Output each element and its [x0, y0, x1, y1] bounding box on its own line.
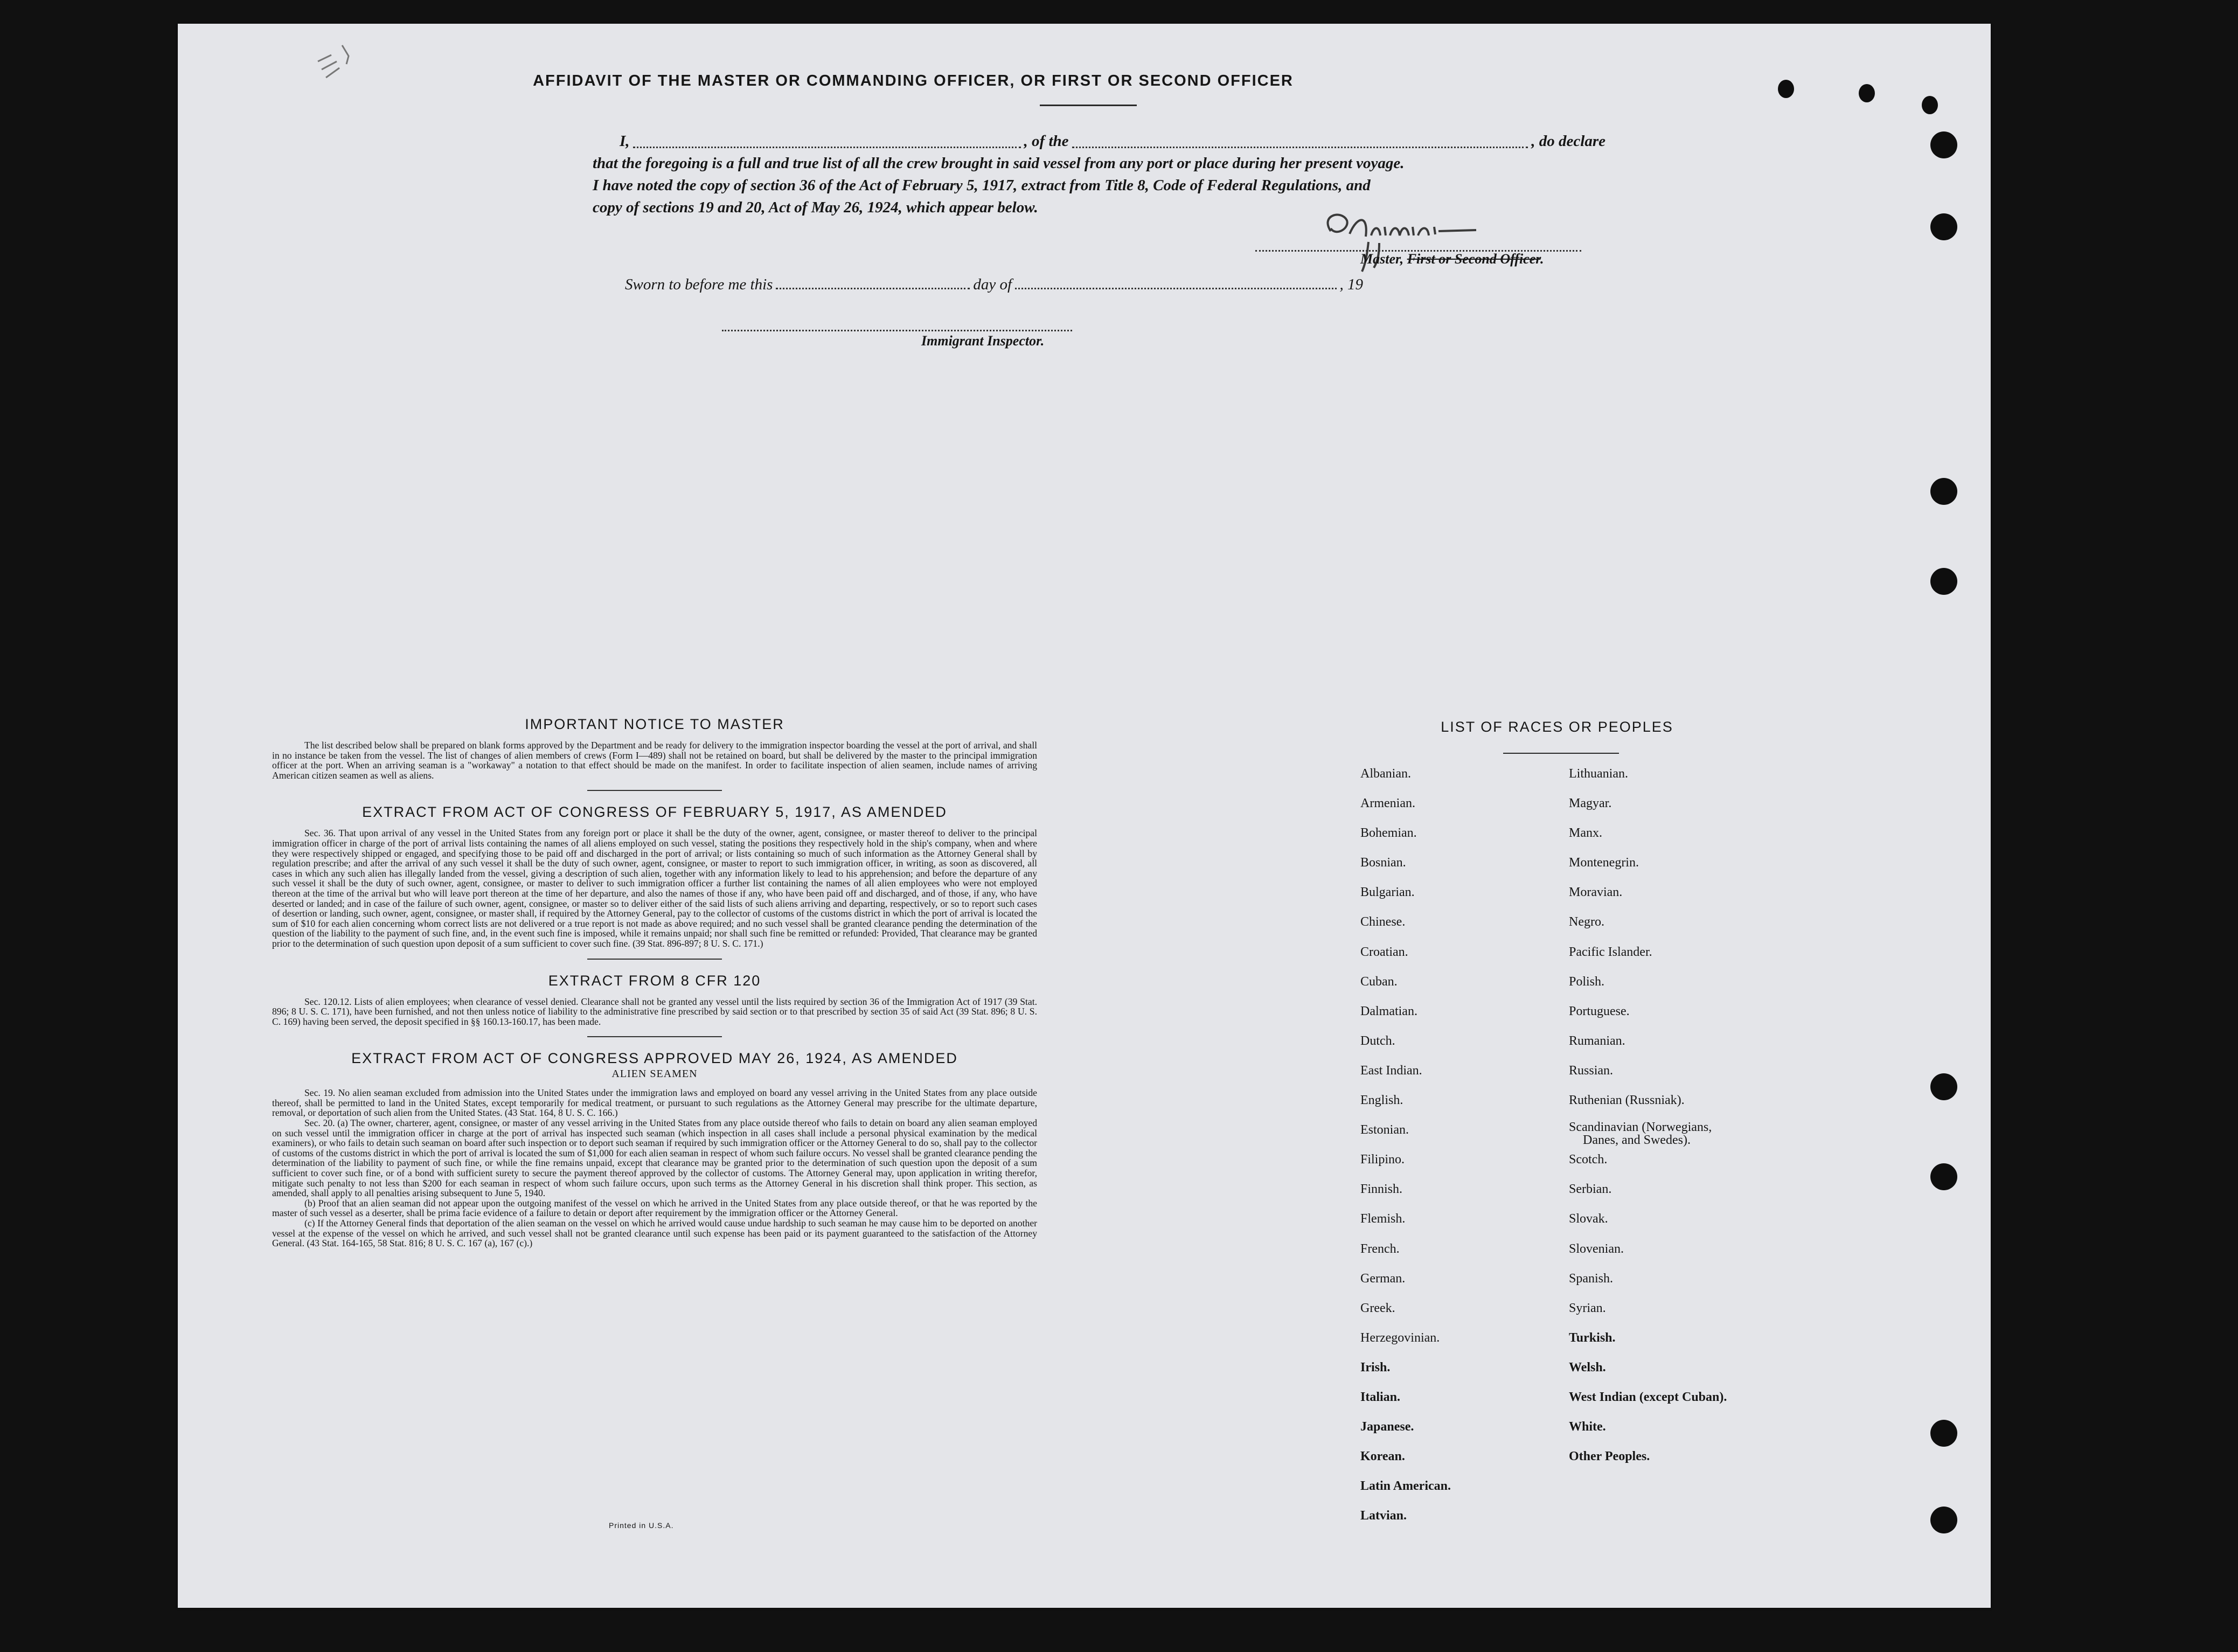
race-item: Polish. — [1569, 974, 1605, 989]
race-item: Finnish. — [1360, 1182, 1403, 1197]
notice-title: IMPORTANT NOTICE TO MASTER — [525, 716, 784, 732]
declaration-declare: , do declare — [1531, 133, 1605, 150]
binder-hole — [1930, 478, 1957, 505]
race-item: Syrian. — [1569, 1301, 1606, 1315]
binder-hole — [1930, 1507, 1957, 1533]
race-item: Pacific Islander. — [1569, 945, 1652, 959]
sworn-day-blank[interactable] — [776, 287, 970, 289]
race-item: Herzegovinian. — [1360, 1330, 1440, 1345]
race-item: Montenegrin. — [1569, 856, 1639, 870]
sec-20c-text: (c) If the Attorney General finds that deportation of the alien seaman on the vessel on which he arrived would cause undue hardship to such seaman he may cause him to be deported on another vessel at the expense of the vessel on which he arrived, and such vessel shall not be granted clearance until such expense has been paid or its payment guaranteed to the satisfaction of the Attorney General. (43 Stat. 164-165, 58 Stat. 816; 8 U. S. C. 167 (a), 167 (c).) — [272, 1218, 1037, 1249]
section-divider — [587, 1036, 722, 1037]
sec-20a-text: Sec. 20. (a) The owner, charterer, agent, consignee, or master of any vessel arriving in the United States from any place outside thereof who fails to detain on board any alien seaman employed on such vessel until the immigration officer in charge at the port of arrival has inspected such seaman (which inspection in all cases shall include a personal physical examination by the medical examiners), or who fails to detain such seaman on board after such inspection or to deport such seaman if required by such immigration officer or the Attorney General to do so, shall pay to the collector of customs of the customs district in which the port of arrival is located the sum of $1,000 for each alien seaman in respect of whom such failure occurs. No vessel shall be granted clearance pending the determination of the liability to payment of such fine, or while the fine remains unpaid, except that clearance may be granted prior to the determination of such question upon the deposit of a sum sufficient to cover such fine, or of a bond with sufficient surety to secure the payment thereof approved by the collector of customs. The Attorney General may, upon application in writing therefor, mitigate such penalty to not less than $200 for each seaman in respect of whom such failure occurs, upon such terms as the Attorney General in his discretion shall think proper. This section, as amended, shall apply to all penalties arising subsequent to June 5, 1940. — [272, 1117, 1037, 1199]
declaration-line-1 — [593, 130, 1605, 152]
race-item: East Indian. — [1360, 1063, 1422, 1078]
binder-hole — [1859, 84, 1875, 102]
sworn-prefix: Sworn to before me this — [625, 276, 773, 293]
binder-hole — [1930, 568, 1957, 595]
signature-label-master: Master, — [1360, 251, 1404, 267]
race-item: Armenian. — [1360, 796, 1415, 811]
race-item: Estonian. — [1360, 1123, 1409, 1137]
binder-hole — [1930, 1420, 1957, 1447]
race-item: Greek. — [1360, 1301, 1395, 1315]
race-item: Dalmatian. — [1360, 1004, 1417, 1018]
race-item-line: Scandinavian (Norwegians, — [1569, 1120, 1712, 1135]
sec-19-text: Sec. 19. No alien seaman excluded from admission into the United States under the immigration laws and employed on board any vessel arriving in the United States from any place outside thereof, shall be permitted to land in the United States, except temporarily for medical treatment, or pursuant to such regulations as the Attorney General may prescribe for the ultimate departure, removal, or deportation of such alien from the United States. (43 Stat. 164, 8 U. S. C. 166.) — [272, 1087, 1037, 1119]
binder-hole — [1922, 96, 1938, 114]
race-item: West Indian (except Cuban). — [1569, 1390, 1727, 1404]
race-item: Portuguese. — [1569, 1004, 1630, 1018]
declaration-line-3: I have noted the copy of section 36 of the Act of February 5, 1917, extract from Title 8, Code of Federal Regulations, and — [593, 177, 1371, 194]
signature-label-period: . — [1540, 251, 1544, 267]
extract-cfr-text: Sec. 120.12. Lists of alien employees; when clearance of vessel denied. Clearance shall not be granted any vessel until the lists required by section 36 of the Immigration Act of 1917 (39 Stat. 896; 8 U. S. C. 171), have been furnished, and not then unless notice of liability to the administrative fine prescribed by said section or to that prescribed by section 35 of said Act (39 Stat. 896; 8 U. S. C. 169) having been served, the deposit specified in §§ 160.13-160.17, has been made. — [272, 996, 1037, 1027]
race-item: German. — [1360, 1271, 1406, 1286]
race-item: Manx. — [1569, 826, 1602, 841]
race-item: Italian. — [1360, 1390, 1401, 1404]
vessel-blank[interactable] — [1072, 146, 1528, 148]
extract-1917-title: EXTRACT FROM ACT OF CONGRESS OF FEBRUARY 5, 1917, AS AMENDED — [362, 804, 947, 821]
races-title-rule — [1503, 753, 1619, 754]
extract-1917-text: Sec. 36. That upon arrival of any vessel in the United States from any foreign port or place it shall be the duty of the owner, agent, consignee, or master thereof to deliver to the principal immigration officer in charge of the port of arrival lists containing the names of all aliens employed on such vessel, stating the positions they respectively hold in the ship's company, when and where they were respectively shipped or engaged, and specifying those to be paid off and discharged in the port of arrival; or lists containing so much of such information as the Attorney General shall by regulation prescribe; and after the arrival of any such vessel it shall be the duty of such owner, agent, consignee, or master to report to such immigration officer, in writing, as soon as discovered, all cases in which any such alien has illegally landed from the vessel, giving a description of such alien, together with any information likely to lead to his apprehension; and before the departure of any such vessel it shall be the duty of such owner, agent, consignee, or master to deliver to such immigration officer a further list containing the names of all alien employees who were not employed thereon at the time of the arrival but who will leave port thereon at the time of her departure, and also the names of those if any, who have been paid off and discharged, and of those, if any, who have deserted or landed; and in case of the failure of such owner, agent, consignee, or master so to deliver either of the said lists of such aliens arriving and departing, respectively, or so to report such cases of desertion or landing, such owner, agent, consignee, or master shall, if required by the Attorney General, pay to the collector of customs of the customs district in which the port of arrival is located the sum of $10 for each alien concerning whom correct lists are not delivered or a true report is not made as above required; and no such vessel shall be granted clearance pending the determination of the question of the liability to the payment of such fine, and, in the event such fine is imposed, while it remains unpaid; nor shall such fine be remitted or refunded: Provided, That clearance may be granted prior to the determination of such question upon deposit of a sum sufficient to cover such fine. (39 Stat. 896-897; 8 U. S. C. 171.) — [272, 828, 1037, 949]
race-item: Filipino. — [1360, 1153, 1405, 1167]
binder-hole — [1930, 1163, 1957, 1190]
race-item: Welsh. — [1569, 1360, 1606, 1375]
race-item — [1569, 1121, 1727, 1150]
race-item: Flemish. — [1360, 1212, 1406, 1226]
race-item: Japanese. — [1360, 1420, 1414, 1434]
binder-hole — [1930, 1073, 1957, 1100]
binder-hole — [1930, 131, 1957, 158]
inspector-line[interactable] — [722, 330, 1072, 331]
race-item: Latvian. — [1360, 1509, 1407, 1523]
section-divider — [587, 790, 722, 791]
sworn-year-label: , 19 — [1339, 276, 1363, 293]
declaration-i: I, — [620, 133, 630, 150]
alien-seamen-subtitle: ALIEN SEAMEN — [611, 1068, 698, 1080]
race-item: Spanish. — [1569, 1271, 1614, 1286]
race-item: Negro. — [1569, 915, 1604, 929]
race-item: Serbian. — [1569, 1182, 1612, 1197]
sworn-day-label: day of — [973, 276, 1012, 293]
sworn-month-blank[interactable] — [1015, 287, 1336, 289]
extract-cfr-title: EXTRACT FROM 8 CFR 120 — [548, 972, 761, 989]
race-item: Slovenian. — [1569, 1241, 1624, 1256]
document-page — [178, 24, 1991, 1608]
race-item: Latin American. — [1360, 1479, 1451, 1494]
sec-20b-text: (b) Proof that an alien seaman did not appear upon the outgoing manifest of the vessel on which he arrived in the United States from any place outside thereof, or that he was reported by the master of such vessel as a deserter, shall be prima facie evidence of a failure to detain or deport after requirement by the immigration officer or the Attorney General. — [272, 1197, 1037, 1219]
race-item: Korean. — [1360, 1449, 1405, 1464]
race-item: French. — [1360, 1241, 1400, 1256]
race-item: Lithuanian. — [1569, 767, 1628, 781]
binder-hole — [1930, 213, 1957, 240]
notice-text: The list described below shall be prepared on blank forms approved by the Department and be ready for delivery to the immigration inspector boarding the vessel at the port of arrival, and shall in no instance be taken from the vessel. The list of changes of alien members of crews (Form I—489) shall not be retained on board, but shall be delivered by the master to the principal immigration officer at the port. When an arriving seaman is a "workaway" a notation to that effect should be made on the manifest. In order to facilitate inspection of alien seamen, include names of arriving American citizen seamen as well as aliens. — [272, 740, 1037, 781]
race-item: Scotch. — [1569, 1153, 1608, 1167]
section-divider — [587, 959, 722, 960]
races-right-column — [1569, 767, 1727, 1479]
printed-in-usa: Printed in U.S.A. — [609, 1521, 674, 1530]
race-item: Moravian. — [1569, 885, 1623, 900]
sworn-line — [625, 276, 1363, 294]
race-item: Turkish. — [1569, 1330, 1616, 1345]
race-item: Other Peoples. — [1569, 1449, 1650, 1464]
title-rule — [1040, 105, 1137, 106]
races-left-column — [1360, 767, 1451, 1538]
race-item: Bohemian. — [1360, 826, 1417, 841]
race-item-line: Danes, and Swedes). — [1583, 1133, 1691, 1148]
race-item: English. — [1360, 1093, 1403, 1108]
race-item: Bulgarian. — [1360, 885, 1415, 900]
notice-column — [272, 716, 1037, 1248]
declaration-of-the: , of the — [1024, 133, 1069, 150]
race-item: Slovak. — [1569, 1212, 1608, 1226]
extract-1924-title: EXTRACT FROM ACT OF CONGRESS APPROVED MAY 26, 1924, AS AMENDED — [351, 1050, 958, 1067]
races-title: LIST OF RACES OR PEOPLES — [1441, 719, 1673, 735]
race-item: Russian. — [1569, 1063, 1614, 1078]
race-item: Irish. — [1360, 1360, 1391, 1375]
declaration-line-4: copy of sections 19 and 20, Act of May 26, 1924, which appear below. — [593, 199, 1038, 216]
race-item: Magyar. — [1569, 796, 1612, 811]
race-item: Croatian. — [1360, 945, 1408, 959]
signature-label — [1360, 251, 1544, 267]
affidavit-title: AFFIDAVIT OF THE MASTER OR COMMANDING OFFICER, OR FIRST OR SECOND OFFICER — [533, 72, 1294, 89]
race-item: Rumanian. — [1569, 1033, 1625, 1048]
declaration-line-2: that the foregoing is a full and true list of all the crew brought in said vessel from any port or place during her present voyage. — [593, 155, 1405, 172]
race-item: Dutch. — [1360, 1033, 1395, 1048]
race-item: Cuban. — [1360, 974, 1398, 989]
race-item: Albanian. — [1360, 767, 1411, 781]
binder-hole — [1778, 80, 1794, 98]
race-item: Bosnian. — [1360, 856, 1406, 870]
name-blank[interactable] — [633, 146, 1021, 148]
race-item: Ruthenian (Russniak). — [1569, 1093, 1685, 1108]
signature-label-struck: First or Second Officer — [1407, 251, 1540, 267]
race-item: Chinese. — [1360, 915, 1406, 929]
race-item: White. — [1569, 1420, 1606, 1434]
inspector-label: Immigrant Inspector. — [921, 333, 1045, 349]
